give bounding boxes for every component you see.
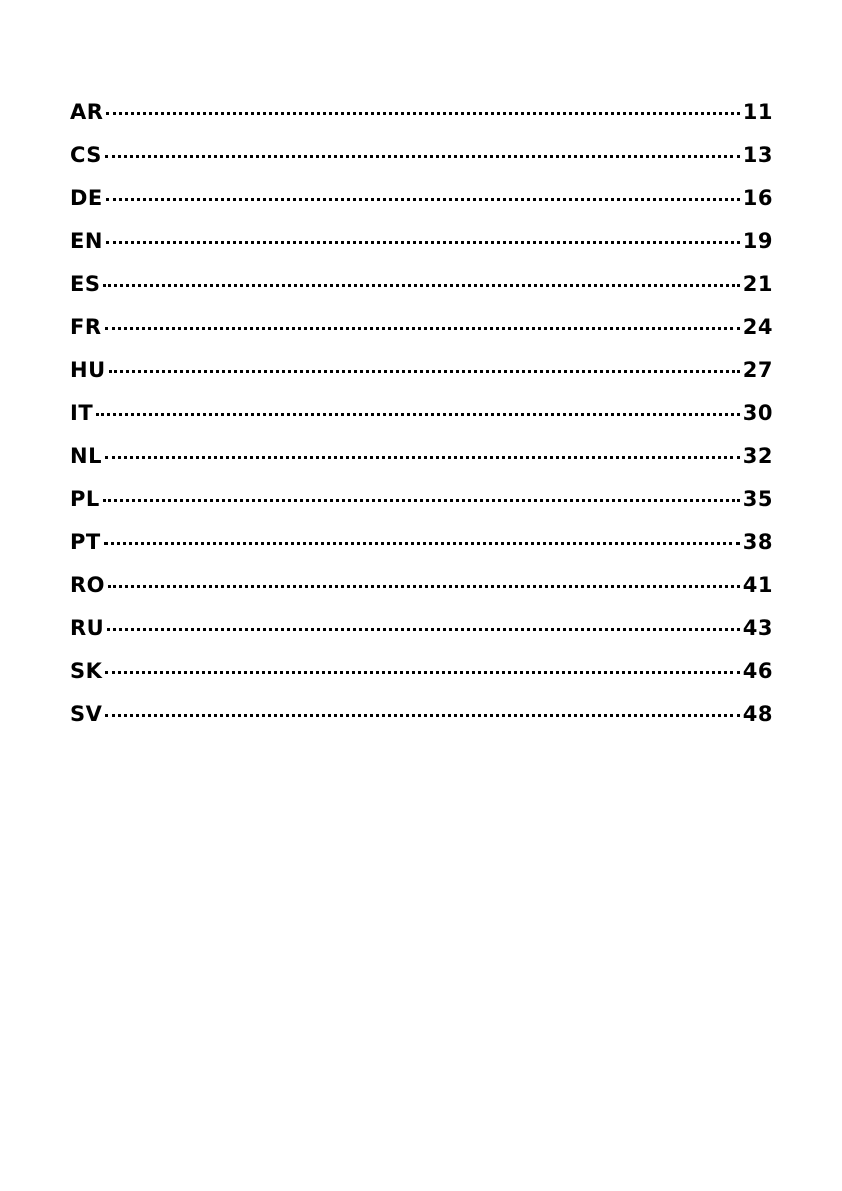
toc-dot-leader <box>105 671 739 674</box>
toc-language-code: SK <box>70 659 103 683</box>
toc-entry-ar[interactable] <box>70 100 773 143</box>
toc-page-number: 41 <box>742 573 773 597</box>
toc-entry-nl[interactable] <box>70 444 773 487</box>
toc-dot-leader <box>108 585 740 588</box>
toc-page-number: 35 <box>742 487 773 511</box>
toc-dot-leader <box>107 628 740 631</box>
toc-language-code: RO <box>70 573 106 597</box>
toc-page-number: 16 <box>742 186 773 210</box>
toc-dot-leader <box>106 241 740 244</box>
toc-page-number: 46 <box>742 659 773 683</box>
toc-language-code: NL <box>70 444 102 468</box>
toc-language-code: RU <box>70 616 105 640</box>
toc-page-number: 43 <box>742 616 773 640</box>
toc-language-code: PL <box>70 487 100 511</box>
toc-entry-hu[interactable] <box>70 358 773 401</box>
toc-dot-leader <box>106 112 739 115</box>
toc-entry-sk[interactable] <box>70 659 773 702</box>
toc-page-number: 32 <box>742 444 773 468</box>
toc-page-number: 27 <box>742 358 773 382</box>
toc-page-number: 19 <box>742 229 773 253</box>
toc-language-code: IT <box>70 401 94 425</box>
toc-entry-sv[interactable] <box>70 702 773 745</box>
toc-entry-ru[interactable] <box>70 616 773 659</box>
toc-dot-leader <box>103 284 739 287</box>
toc-dot-leader <box>103 499 740 502</box>
toc-page-number: 38 <box>742 530 773 554</box>
toc-language-code: DE <box>70 186 103 210</box>
toc-dot-leader <box>104 542 740 545</box>
toc-page-number: 21 <box>742 272 773 296</box>
toc-entry-de[interactable] <box>70 186 773 229</box>
toc-language-code: EN <box>70 229 103 253</box>
toc-dot-leader <box>105 456 740 459</box>
toc-entry-it[interactable] <box>70 401 773 444</box>
toc-page-number: 30 <box>742 401 773 425</box>
table-of-contents <box>70 100 773 745</box>
toc-entry-es[interactable] <box>70 272 773 315</box>
toc-entry-fr[interactable] <box>70 315 773 358</box>
toc-entry-en[interactable] <box>70 229 773 272</box>
toc-page-number: 48 <box>742 702 773 726</box>
toc-dot-leader <box>96 413 740 416</box>
toc-entry-pt[interactable] <box>70 530 773 573</box>
toc-dot-leader <box>109 370 740 373</box>
toc-language-code: AR <box>70 100 104 124</box>
toc-language-code: SV <box>70 702 103 726</box>
toc-entry-cs[interactable] <box>70 143 773 186</box>
toc-page-number: 11 <box>742 100 773 124</box>
toc-dot-leader <box>105 155 740 158</box>
toc-language-code: ES <box>70 272 101 296</box>
toc-dot-leader <box>106 198 740 201</box>
toc-language-code: HU <box>70 358 106 382</box>
toc-page-number: 13 <box>742 143 773 167</box>
toc-page-number: 24 <box>742 315 773 339</box>
toc-entry-ro[interactable] <box>70 573 773 616</box>
toc-language-code: PT <box>70 530 101 554</box>
toc-dot-leader <box>105 327 740 330</box>
toc-language-code: FR <box>70 315 102 339</box>
toc-entry-pl[interactable] <box>70 487 773 530</box>
toc-language-code: CS <box>70 143 102 167</box>
toc-dot-leader <box>105 714 739 717</box>
